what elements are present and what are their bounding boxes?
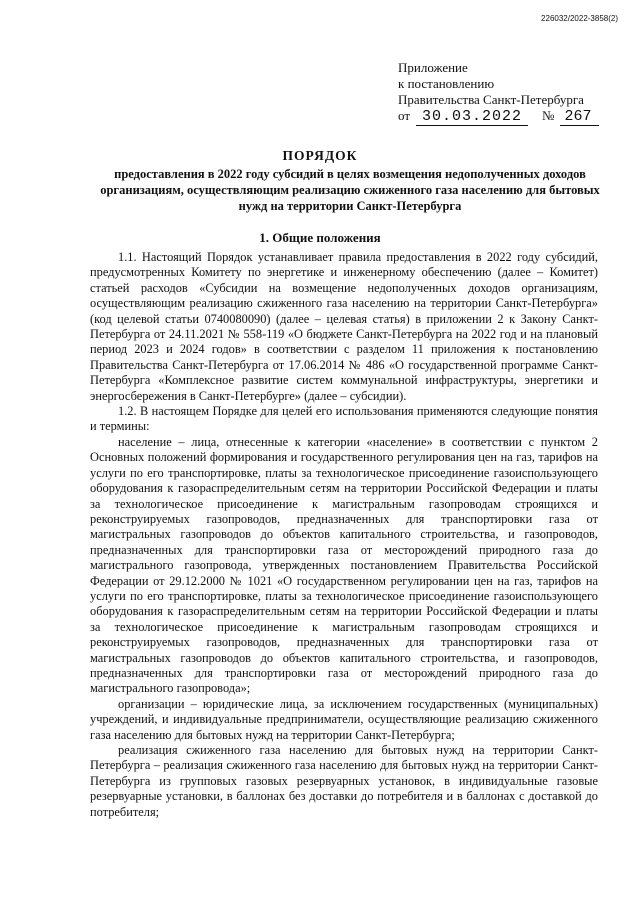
definition-population: население – лица, отнесенные к категории «население» в соответствии с пунктом 2 Основных положений формирования и государственного регулирования цен на газ, тарифов на услуги по его транспортировке, платы за технологическое присоединение газоиспользующего оборудования к газораспределительным сетям на территории Российской Федерации и платы за технологическое присоединение к магистральным газопроводам строящихся и реконструируемых газопроводов, предназначенных для транспортировки газа от магистральных газопроводов до объектов капитального строительства, и газопроводов, предназначенных для транспортировки газа от месторождений природного газа до магистрального газопровода, утвержденных постановлением Правительства Российской Федерации от 29.12.2000 № 1021 «О государственном регулировании цен на газ, тарифов на услуги по его транспортировке, платы за технологическое присоединение газоиспользующего оборудования к газораспределительным сетям на территории Российской Федерации и платы за технологическое присоединение к магистральным газопроводам строящихся и реконструируемых газопроводов, предназначенных для транспортировки газа от магистральных газопроводов до объектов капитального строительства, и газопроводов, предназначенных для транспортировки газа от месторождений природного газа до магистрального газопровода»;	[90, 434, 598, 696]
from-label: от	[398, 108, 411, 123]
registration-number: 226032/2022-3858(2)	[541, 14, 618, 23]
section-heading: 1. Общие положения	[259, 230, 381, 245]
annex-line-3: Правительства Санкт-Петербурга	[398, 92, 584, 107]
resolution-number: 267	[560, 109, 599, 126]
annex-line-1: Приложение	[398, 60, 468, 75]
document-subtitle: предоставления в 2022 году субсидий в целях возмещения недополученных доходов организациям, осуществляющим реализацию сжиженного газа населению для бытовых нужд на территории Санкт-Петербурга	[100, 167, 600, 213]
paragraph-1-2: 1.2. В настоящем Порядке для целей его использования применяются следующие понятия и термины:	[90, 404, 598, 434]
definition-organizations: организации – юридические лица, за исключением государственных (муниципальных) учреждений, и индивидуальные предприниматели, осуществляющие реализацию сжиженного газа населению для бытовых нужд на территории Санкт-Петербурга;	[90, 696, 598, 742]
annex-line-2: к постановлению	[398, 76, 495, 91]
document-title: ПОРЯДОК	[282, 148, 358, 163]
annex-block	[398, 60, 599, 126]
annex-date-line	[398, 108, 599, 126]
resolution-date: 30.03.2022	[416, 109, 528, 126]
paragraph-1-1: 1.1. Настоящий Порядок устанавливает правила предоставления в 2022 году субсидий, предусмотренных Комитету по энергетике и инженерному обеспечению (далее – Комитет) статьей расходов «Субсидии на возмещение недополученных доходов организациям, осуществляющим реализацию сжиженного газа населению на территории Санкт-Петербурга» (код целевой статьи 0740080090) (далее – целевая статья) в приложении 2 к Закону Санкт-Петербурга от 24.11.2021 № 558-119 «О бюджете Санкт-Петербурга на 2022 год и на плановый период 2023 и 2024 годов» в соответствии с разделом 11 приложения к постановлению Правительства Санкт-Петербурга от 17.06.2014 № 486 «О государственной программе Санкт-Петербурга «Комплексное развитие систем коммунальной инфраструктуры, энергетики и энергосбережения в Санкт-Петербурге» (далее – субсидии).	[90, 250, 598, 403]
definition-gas-sales: реализация сжиженного газа населению для бытовых нужд на территории Санкт-Петербурга – реализация сжиженного газа населению для бытовых нужд на территории Санкт-Петербурга из групповых газовых резервуарных установок, в индивидуальные газовые резервуарные установки, в баллонах без доставки до потребителя и в баллонах с доставкой до потребителя;	[90, 743, 598, 819]
document-body	[90, 250, 598, 820]
number-sign: №	[542, 108, 555, 123]
